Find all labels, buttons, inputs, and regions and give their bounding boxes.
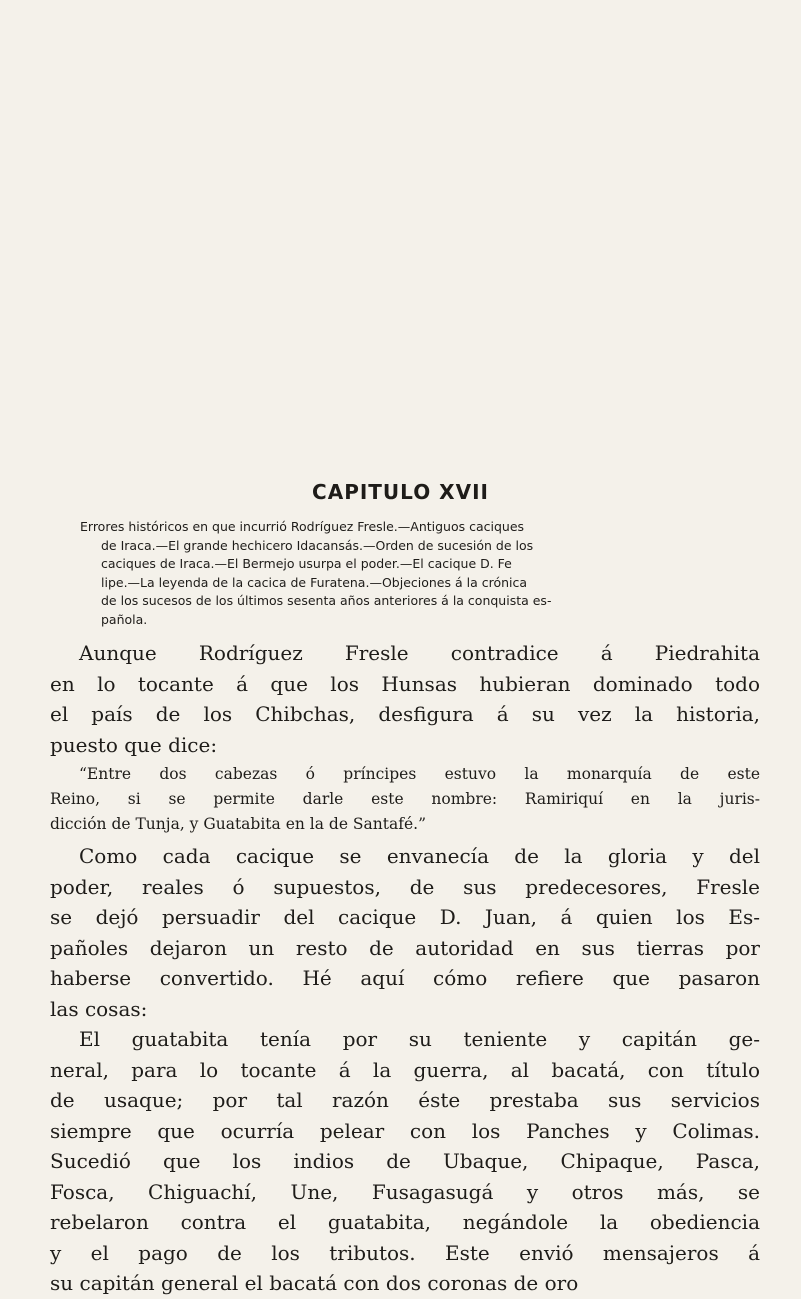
text-line: El guatabita tenía por su teniente y capitán ge-: [79, 1027, 760, 1051]
text-line: de usaque; por tal razón éste prestaba sus servicios: [50, 1088, 760, 1112]
summary-line: de los sucesos de los últimos sesenta años anteriores á la conquista es-: [101, 593, 552, 608]
text-line: Como cada cacique se envanecía de la gloria y del: [79, 844, 760, 868]
block-quote: [50, 762, 760, 837]
summary-line: de Iraca.—El grande hechicero Idacansás.—Orden de sucesión de los: [101, 537, 534, 553]
text-line: Aunque Rodríguez Fresle contradice á Piedrahita: [79, 641, 760, 665]
text-line: haberse convertido. Hé aquí cómo refiere que pasaron: [50, 966, 760, 990]
summary-line: pañola.: [101, 611, 148, 627]
text-line: rebelaron contra el guatabita, negándole la obediencia: [50, 1210, 760, 1234]
paragraph-3: [50, 1024, 760, 1299]
text-line: siempre que ocurría pelear con los Panches y Colimas.: [50, 1118, 760, 1143]
text-line: poder, reales ó supuestos, de sus predecesores, Fresle: [50, 874, 760, 899]
chapter-title: CAPITULO XVII: [312, 480, 489, 504]
text-line: neral, para lo tocante á la guerra, al bacatá, con título: [50, 1057, 760, 1082]
quote-line: “Entre dos cabezas ó príncipes estuvo la monarquía de este: [79, 765, 760, 783]
paragraph-2: [50, 841, 760, 1024]
text-line: Fosca, Chiguachí, Une, Fusagasugá y otros más, se: [50, 1179, 760, 1204]
text-line: Sucedió que los indios de Ubaque, Chipaque, Pasca,: [50, 1149, 760, 1173]
paragraph-1: [50, 638, 760, 760]
body-text: [50, 638, 760, 1299]
text-line: el país de los Chibchas, desfigura á su vez la historia,: [50, 702, 760, 726]
chapter-summary: [80, 518, 760, 629]
text-line: las cosas:: [50, 996, 148, 1021]
summary-line: lipe.—La leyenda de la cacica de Furatena.—Objeciones á la crónica: [101, 574, 528, 590]
text-line: pañoles dejaron un resto de autoridad en sus tierras por: [50, 935, 760, 960]
text-line: en lo tocante á que los Hunsas hubieran dominado todo: [50, 671, 760, 696]
text-line: se dejó persuadir del cacique D. Juan, á quien los Es-: [50, 905, 760, 929]
text-line: y el pago de los tributos. Este envió mensajeros á: [50, 1240, 760, 1265]
text-line: su capitán general el bacatá con dos coronas de oro: [50, 1271, 579, 1295]
quote-line: Reino, si se permite darle este nombre: Ramiriquí en la juris-: [50, 790, 760, 808]
summary-line: caciques de Iraca.—El Bermejo usurpa el poder.—El cacique D. Fe: [101, 556, 512, 571]
summary-line: Errores históricos en que incurrió Rodríguez Fresle.—Antiguos caciques: [80, 519, 525, 534]
quote-line: dicción de Tunja, y Guatabita en la de Santafé.”: [50, 815, 427, 833]
text-line: puesto que dice:: [50, 732, 218, 757]
